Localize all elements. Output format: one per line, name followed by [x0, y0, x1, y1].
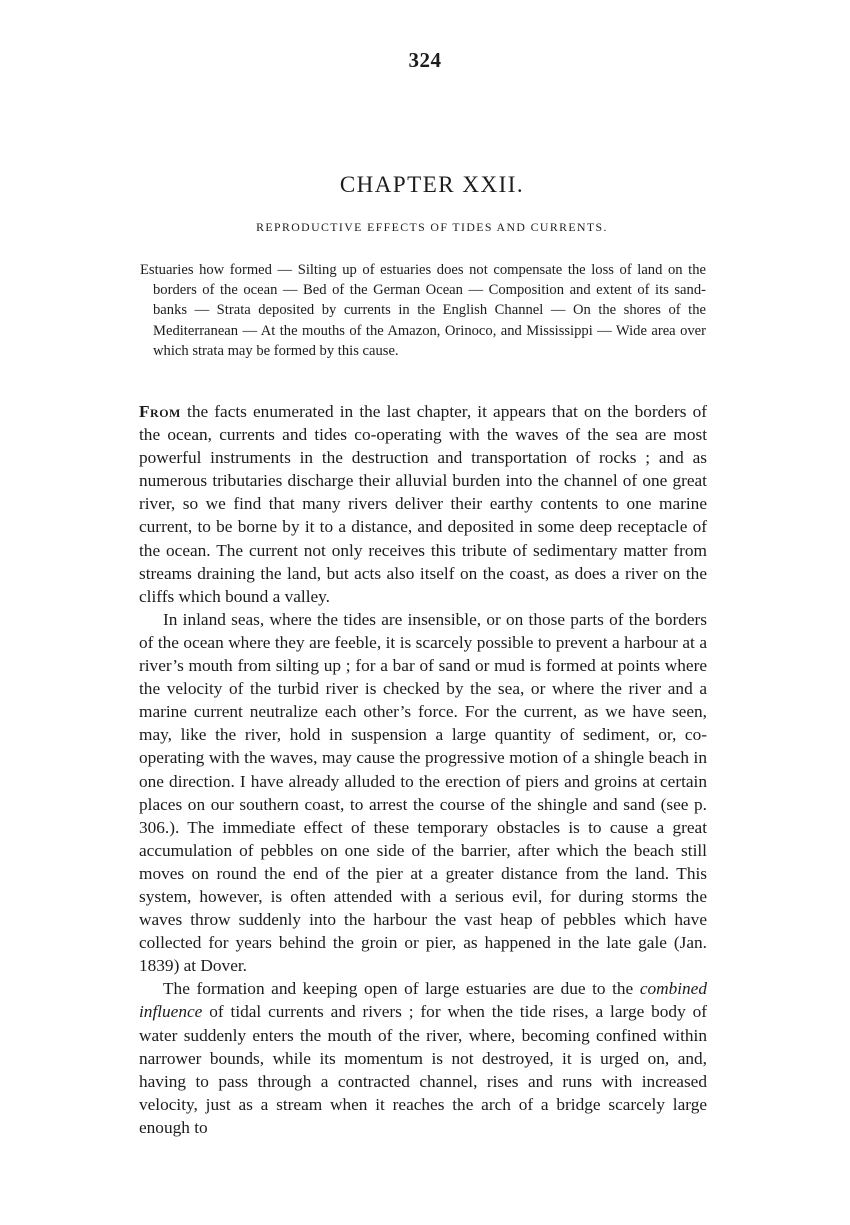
paragraph-2: In inland seas, where the tides are insensible, or on those parts of the borders of the ocean where they are feeble, it is scarcely possible to prevent a harbour at a river’s mouth from silting up ; for a bar of sand or mud is formed at points where the velocity of the turbid river is checked by the sea, or where the river and a marine current neutralize each other’s force. For the current, as we have seen, may, like the river, hold in suspension a large quantity of sediment, or, co-operating with the waves, may cause the progressive motion of a shingle beach in one direction. I have already alluded to the erection of piers and groins at certain places on our southern coast, to arrest the course of the shingle and sand (see p. 306.). The immediate effect of these temporary obstacles is to cause a great accumulation of pebbles on one side of the barrier, after which the beach still moves on round the end of the pier at a greater distance from the land. This system, however, is often attended with a serious evil, for during storms the waves throw suddenly into the harbour the vast heap of pebbles which have collected for years behind the groin or pier, as happened in the late gale (Jan. 1839) at Dover.	[139, 609, 707, 976]
page-number: 324	[408, 48, 442, 72]
paragraph-3-emphasis: combined influence	[139, 979, 707, 1022]
chapter-subtitle: REPRODUCTIVE EFFECTS OF TIDES AND CURRENTS.	[256, 220, 608, 234]
paragraph-1-text: the facts enumerated in the last chapter, it appears that on the borders of the ocean, currents and tides co-operating with the waves of the sea are most powerful instruments in the destruction and transportation of rocks ; and as numerous tributaries discharge their alluvial burden into the channel of one great river, so we find that many rivers deliver their earthy contents to one marine current, to be borne by it to a distance, and deposited in some deep receptacle of the ocean. The current not only receives this tribute of sedimentary matter from streams draining the land, but acts also itself on the coast, as does a river on the cliffs which bound a valley.	[139, 402, 707, 606]
paragraph-3-lead: The formation and keeping open of large estuaries are due to the	[163, 979, 640, 999]
body-text	[139, 400, 707, 1139]
paragraph-3-text: of tidal currents and rivers ; for when the tide rises, a large body of water suddenly enters the mouth of the river, where, becoming confined within narrower bounds, while its momentum is not destroyed, it is urged on, and, having to pass through a contracted channel, rises and runs with increased velocity, just as a stream when it reaches the arch of a bridge scarcely large enough to	[139, 1002, 707, 1137]
chapter-synopsis: Estuaries how formed — Silting up of estuaries does not compensate the loss of land on the borders of the ocean — Bed of the German Ocean — Composition and extent of its sand-banks — Strata deposited by currents in the English Channel — On the shores of the Mediterranean — At the mouths of the Amazon, Orinoco, and Mississippi — Wide area over which strata may be formed by this cause.	[140, 262, 706, 359]
paragraph-1-lead-word: From	[139, 402, 181, 421]
paragraph-3	[139, 977, 707, 1139]
chapter-title: CHAPTER XXII.	[339, 172, 525, 197]
paragraph-1	[139, 400, 707, 608]
